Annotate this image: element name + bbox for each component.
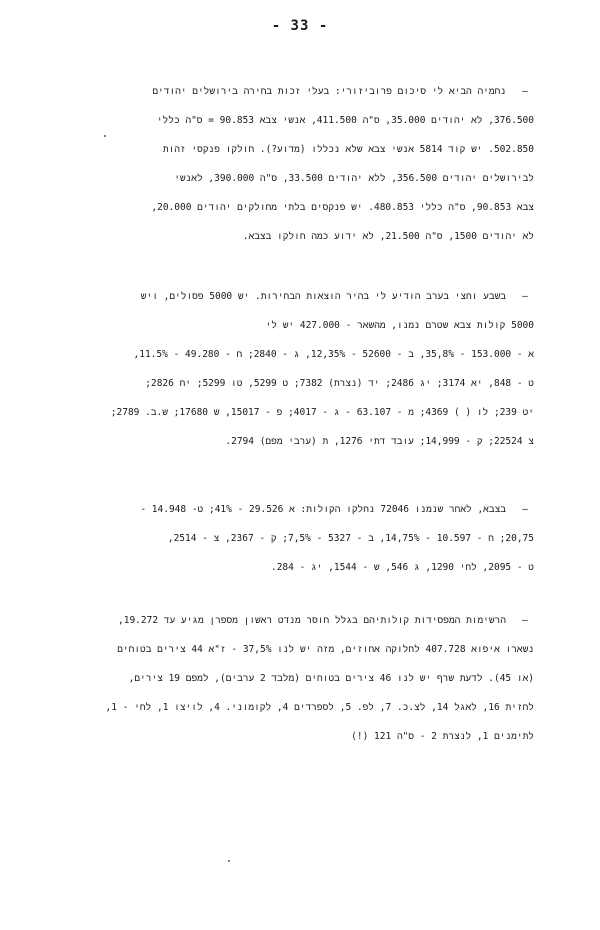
- paragraph-line: צ 22524; ק - 14,999; עובד דתי 1276, ת (ערבי מפם) 2794.: [225, 436, 534, 447]
- paragraph-line: 20,75; ח - 10.597 - 14,75%, ב - 5327 - 7,5%; ק - 2367, צ - 2514,: [167, 533, 534, 544]
- paragraph-line: –בשבע וחצי בערב הודיע לי בהיר הוצאות הבחירות. יש 5000 פסולים, ויש: [34, 282, 534, 311]
- paragraph-line: 5000 קולות צבא שטרם נמנו, מהשאר - 427.000 יש לי: [265, 320, 534, 331]
- paragraph-voter-registration: [34, 77, 534, 251]
- scan-speck: [104, 135, 106, 137]
- paragraph-line: ט - 848, יא 3174; יג 2486; יד (נצרת) 7382; ט 5299, טו 5299; יח 2826;: [145, 378, 534, 389]
- bullet-dash: –: [522, 504, 528, 515]
- paragraph-line: יט 239; לו ( ) 4369; מ - 63.107 - ג - 4017; פ - 15017, ש 17680; ש.ב. 2789;: [110, 407, 534, 418]
- paragraph-line: צבא 90.853, ס"ה כללי 480.853. יש פנקסים בלתי מחולקים יהודים 20.000,: [151, 202, 534, 213]
- paragraph-line: א - 153.000 - 35,8%, ב - 52600 - 12,35%, ג - 2840; ח - 49.280 - 11.5%,: [133, 349, 534, 360]
- paragraph-line: –נחמיה הביא לי סיכום פרוביזורי: בעלי זכות בחירה בירושלים יהודים: [34, 77, 534, 106]
- bullet-dash: –: [522, 615, 528, 626]
- bullet-dash: –: [522, 291, 528, 302]
- paragraph-line: –הרשימות המפסידות קולותיהם בגלל חוסר מנדט ראשון מספרן מגיע עד 19.272,: [34, 606, 534, 635]
- paragraph-line: 502.850. יש קוד 5814 אנשי צבא שלא נכללו (מדוע?). חולקו פנקסי זהות: [162, 144, 534, 155]
- paragraph-line: (או 45). לדעת שרף יש לנו 46 צירים בטוחים (מלבד 2 ערבים), למפם 19 צירים,: [128, 673, 534, 684]
- page-number: - 33 -: [271, 18, 329, 34]
- scan-speck: [228, 860, 230, 862]
- paragraph-line: ט - 2095, לחי 1290, ג 546, ש - 1544, יג - 284.: [270, 562, 534, 573]
- paragraph-line: לבירושלים יהודים 356.500, ללא יהודים 33.500, ס"ה 390.000, לאנשי: [174, 173, 534, 184]
- paragraph-line: לחזית 16, לאגל 14, לצ.כ. 7, לפ. 5, לספרדים 4, לקומוני. 4, לויצו 1, לחי - 1,: [105, 702, 534, 713]
- bullet-dash: –: [522, 86, 528, 97]
- paragraph-line: לתימנים 1, לנצרת 2 - ס"ה 121 (!): [351, 731, 534, 742]
- paragraph-line: נשארו איפוא 407.728 לחלוקה אחוזים, מזה יש לנו 37,5% - ז"א 44 צירים בטוחים: [117, 644, 534, 655]
- paragraph-seat-allocation: [34, 606, 534, 751]
- paragraph-election-results: [34, 282, 534, 456]
- paragraph-line: 376.500, לא יהודים 35.000, ס"ה 411.500, אנשי צבא 90.853 = ס"ה כללי: [156, 115, 534, 126]
- paragraph-line: לא יהודים 1500, ס"ה 21.500, לא ידוע כמה חולקו בצבא.: [242, 231, 534, 242]
- paragraph-line: –בצבא, לאחר שנמנו 72046 נחלקו הקולות: א 29.526 - 41%; ט- 14.948 -: [34, 495, 534, 524]
- paragraph-army-votes: [34, 495, 534, 582]
